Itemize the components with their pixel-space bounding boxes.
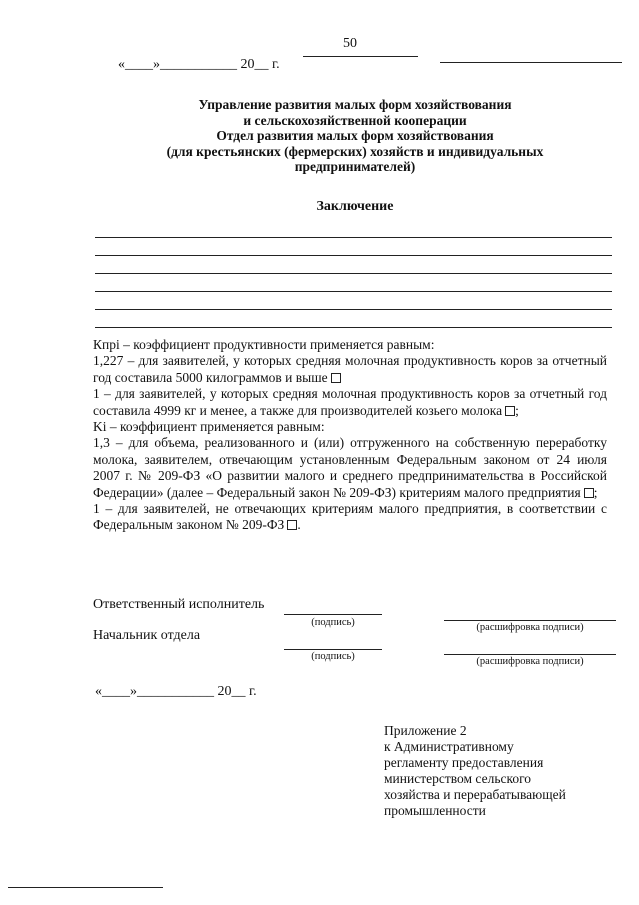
conclusion-line-1 — [95, 237, 612, 238]
executor-signature-line — [284, 614, 382, 615]
head-signature-caption: (подпись) — [311, 651, 355, 662]
conclusion-line-3 — [95, 273, 612, 274]
top-blank-line-1 — [303, 56, 418, 57]
head-decoding-caption: (расшифровка подписи) — [476, 656, 584, 667]
coefficient-text — [93, 337, 607, 534]
header-line-2: и сельскохозяйственной кооперации — [243, 112, 467, 128]
header-line-1: Управление развития малых форм хозяйствования — [198, 97, 512, 112]
executor-signature-caption: (подпись) — [311, 617, 355, 628]
head-label: Начальник отдела — [93, 628, 201, 643]
appendix-block — [384, 723, 624, 819]
page-number: 50 — [343, 36, 357, 51]
checkbox-icon — [584, 488, 594, 498]
paragraph-1227: 1,227 – для заявителей, у которых средняя молочная продуктивность коров за отчетный год составила 5000 килограммов и выше — [93, 353, 607, 385]
date-bottom: «____»___________ 20__ г. — [95, 684, 257, 699]
header-line-4: (для крестьянских (фермерских) хозяйств и индивидуальных — [166, 143, 544, 159]
paragraph-1-noncriteria: 1 – для заявителей, не отвечающих критериям малого предприятия, в соответствии с Федеральным законом № 209-ФЗ . — [93, 501, 607, 533]
appendix-line-4: министерством сельского — [384, 771, 532, 786]
checkbox-icon — [505, 406, 515, 416]
appendix-line-2: к Административному — [384, 739, 514, 754]
executor-label: Ответственный исполнитель — [93, 597, 265, 612]
appendix-line-3: регламенту предоставления — [384, 755, 544, 770]
footnote-separator — [8, 887, 163, 888]
executor-decoding-caption: (расшифровка подписи) — [476, 622, 584, 633]
appendix-line-1: Приложение 2 — [384, 723, 467, 738]
date-top: «____»___________ 20__ г. — [118, 57, 280, 72]
header-line-3: Отдел развития малых форм хозяйствования — [216, 128, 494, 143]
conclusion-line-6 — [95, 327, 612, 328]
top-blank-line-2 — [440, 62, 622, 63]
appendix-line-5: хозяйства и перерабатывающей — [384, 787, 566, 802]
paragraph-13: 1,3 – для объема, реализованного и (или) отгруженного на собственную переработку молока, заявителем, отвечающим установленным Федеральным законом от 24 июля 2007 г. № 209-ФЗ «О развитии малого и среднего предпринимательства в Российской Федерации» (далее – Федеральный закон № 209-ФЗ) критериям малого предприятия ; — [93, 435, 607, 500]
head-decoding-line — [444, 654, 616, 655]
conclusion-line-2 — [95, 255, 612, 256]
head-signature-line — [284, 649, 382, 650]
paragraph-1-milk: 1 – для заявителей, у которых средняя молочная продуктивность коров за отчетный год составила 4999 кг и менее, а также для производителей козьего молока ; — [93, 386, 607, 418]
conclusion-line-4 — [95, 291, 612, 292]
paragraph-ki: Ki – коэффициент применяется равным: — [93, 419, 325, 435]
conclusion-line-5 — [95, 309, 612, 310]
appendix-line-6: промышленности — [384, 803, 486, 818]
header-line-5: предпринимателей) — [294, 159, 416, 174]
executor-decoding-line — [444, 620, 616, 621]
checkbox-icon — [287, 520, 297, 530]
conclusion-title: Заключение — [316, 199, 394, 214]
paragraph-kpr: Кпрi – коэффициент продуктивности применяется равным: — [93, 337, 435, 352]
checkbox-icon — [331, 373, 341, 383]
document-header — [90, 97, 620, 175]
